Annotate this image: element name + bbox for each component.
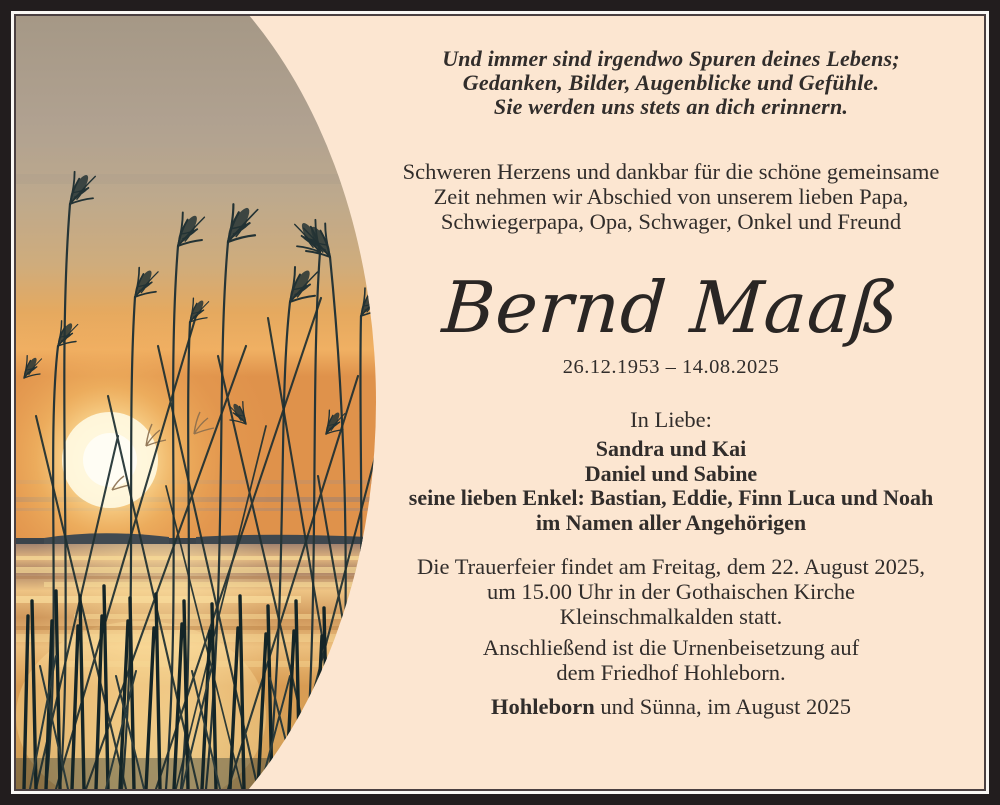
family-line-2: Daniel und Sabine: [584, 460, 758, 486]
family-line-1: Sandra und Kai: [595, 436, 747, 461]
verse-line-2: Gedanken, Bilder, Augenblicke und Gefühle.: [462, 70, 880, 95]
verse-line-3: Sie werden uns stets an dich erinnern.: [493, 94, 849, 119]
verse-line-1: Und immer sind irgendwo Spuren deines Lebens;: [442, 46, 900, 71]
intro-line-3: Schwiegerpapa, Opa, Schwager, Onkel und Freund: [440, 209, 902, 234]
family-line-4: im Namen aller Angehörigen: [535, 509, 807, 535]
burial-info: [364, 635, 978, 685]
sunset-lake-reeds-icon: [16, 16, 388, 789]
memorial-verse: [364, 47, 978, 119]
service-line-2: um 15.00 Uhr in der Gothaischen Kirche: [486, 579, 856, 604]
obituary-text: [364, 16, 978, 789]
memorial-photo: [16, 16, 388, 789]
farewell-intro: [364, 159, 978, 234]
funeral-service-info: [364, 554, 978, 629]
closing-place: Hohleborn: [490, 694, 595, 719]
notice-frame: [11, 11, 989, 794]
burial-line-2: dem Friedhof Hohleborn.: [556, 660, 786, 685]
deceased-name: Bernd Maaß: [439, 266, 903, 349]
life-dates: 26.12.1953 – 14.08.2025: [562, 356, 780, 378]
service-line-1: Die Trauerfeier findet am Freitag, dem 22. August 2025,: [416, 554, 926, 579]
burial-line-1: Anschließend ist die Urnenbeisetzung auf: [482, 635, 860, 660]
closing-rest: und Sünna, im August 2025: [594, 694, 852, 719]
obituary-card: [14, 14, 986, 791]
service-line-3: Kleinschmalkalden statt.: [559, 604, 783, 629]
family-names: [364, 437, 978, 535]
intro-line-1: Schweren Herzens und dankbar für die schöne gemeinsame: [402, 159, 940, 184]
intro-line-2: Zeit nehmen wir Abschied von unserem lieben Papa,: [433, 184, 909, 209]
closing-line: [364, 695, 978, 718]
family-line-3: seine lieben Enkel: Bastian, Eddie, Finn Luca und Noah: [408, 485, 934, 510]
in-love-label: In Liebe:: [630, 407, 712, 432]
